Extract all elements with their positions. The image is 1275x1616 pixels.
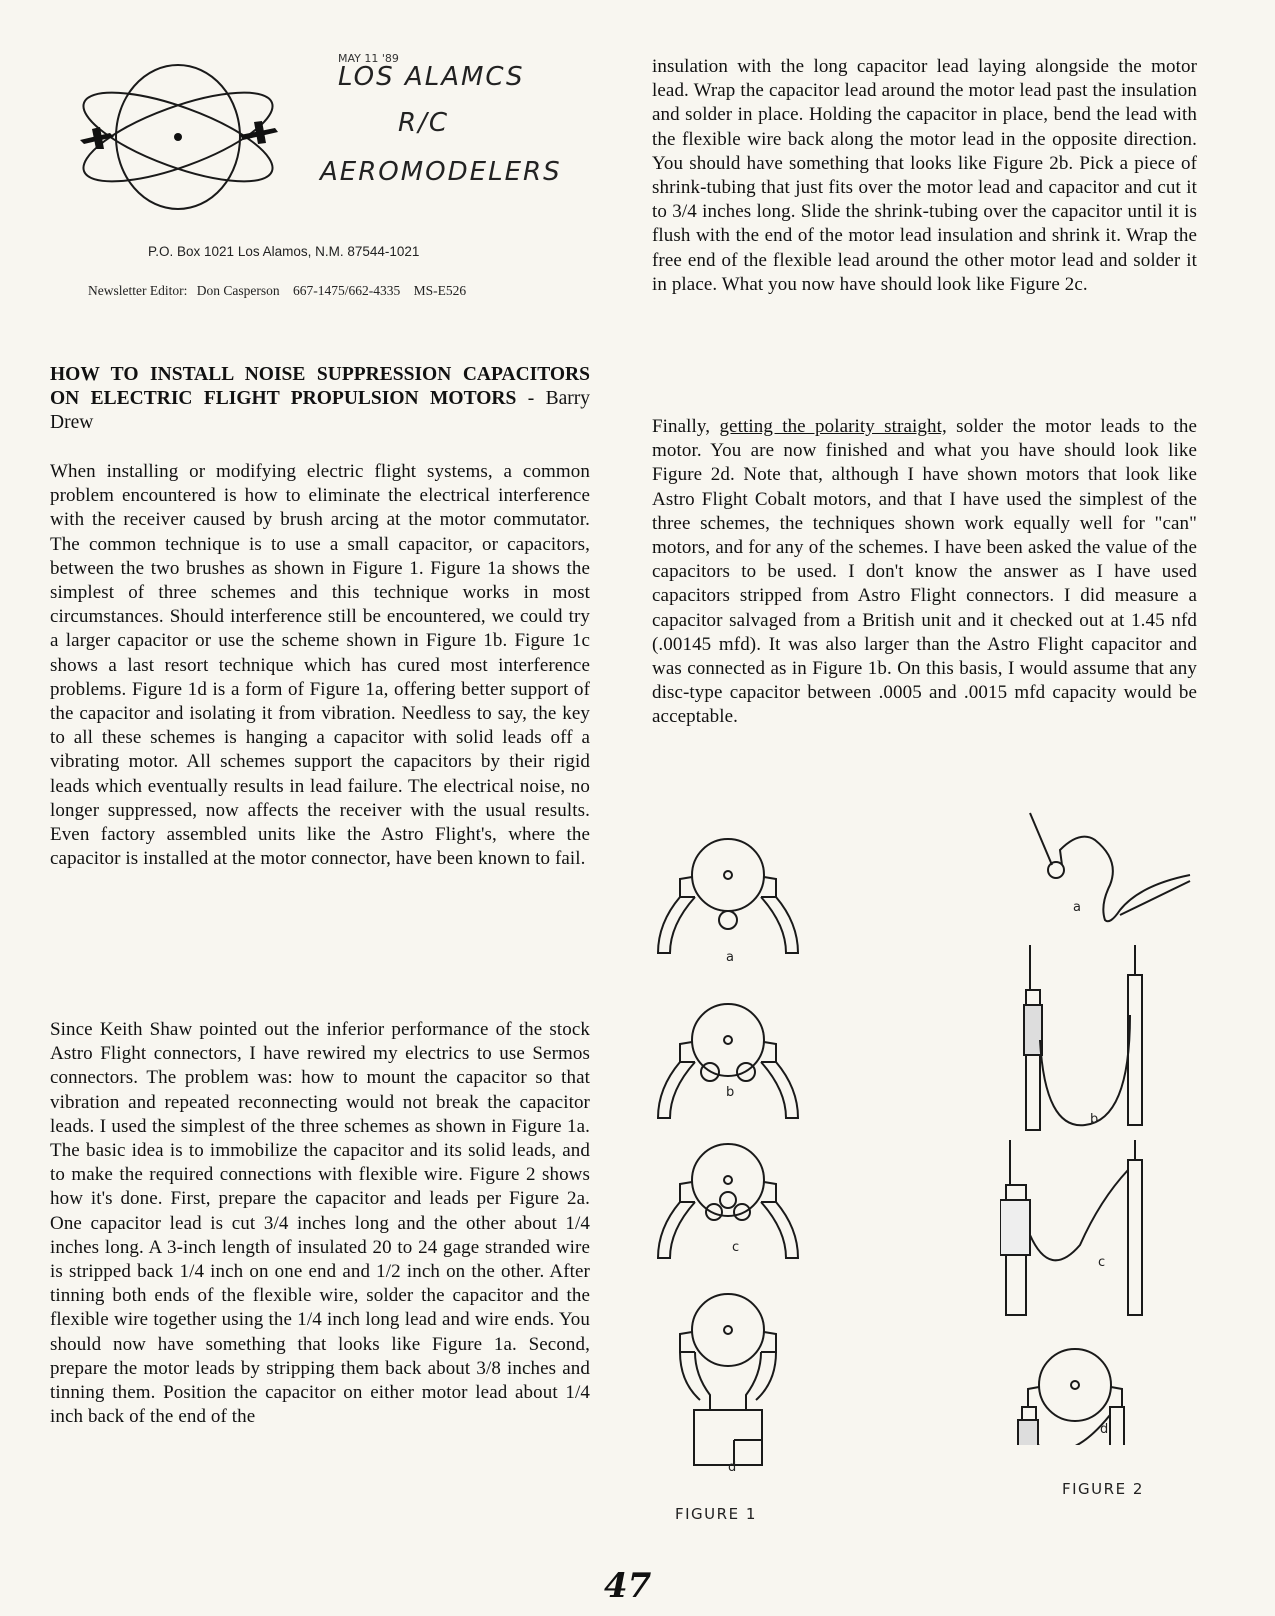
editor-name: Don Casperson	[196, 283, 280, 298]
fig1c-label: c	[732, 1240, 740, 1255]
atom-nucleus	[174, 133, 182, 141]
airplane-right-icon	[240, 121, 278, 144]
fig1d-motor	[680, 1294, 776, 1465]
fig2a-label: a	[1073, 900, 1081, 915]
fig1c-motor	[658, 1144, 798, 1258]
figure-1-drawing	[650, 835, 810, 1475]
p4-post: solder the motor leads to the motor. You are now finished and what you have should look like Figure 2d. Note that, although I have shown motors that look like Astro Flight Cobalt motors, and that I have used the simplest of the three schemes, the techniques shown work equally well for "can" motors, and for any of the schemes. I have been asked the value of the capacitors to be used. I don't know the answer as I have used capacitors stripped from Astro Flight connectors. I did measure a capacitor salvaged from a British unit and it checked out at 1.45 nfd (.00145 mfd). It was also larger than the Astro Flight capacitor and was connected as in Figure 1b. On this basis, I would assume that any disc-type capacitor between .0005 and .0015 mfd capacity would be acceptable.	[652, 416, 1197, 728]
p4-pre: Finally,	[652, 416, 711, 437]
fig1d-label: d	[728, 1460, 737, 1475]
fig2c-leads	[1000, 1140, 1142, 1315]
club-name-line2: R/C	[398, 108, 449, 138]
editor-phone: 667-1475/662-4335	[292, 283, 401, 298]
fig1a-motor	[658, 839, 798, 953]
paragraph-1: When installing or modifying electric flight systems, a common problem encountered is how to eliminate the electrical interference with the receiver caused by brush arcing at the motor commutator. The common technique is to use a small capacitor, or capacitors, between the two brushes as shown in Figure 1. Figure 1a shows the simplest of three schemes and this technique works in most circumstances. Should interference still be encountered, we could try a larger capacitor or use the scheme shown in Figure 1b. Figure 1c shows a last resort technique which has cured most interference problems. Figure 1d is a form of Figure 1a, offering better support of the capacitor and isolating it from vibration. Needless to say, the key to all these schemes is hanging a capacitor with solid leads off a vibrating motor. All schemes support the capacitors by their rigid leads which eventually results in lead failure. The electrical noise, no longer suppressed, now affects the receiver with the usual results. Even factory assembled units like the Astro Flight's, where the capacitor is installed at the motor connector, have been known to fail.	[50, 461, 590, 870]
fig2b-leads	[1024, 945, 1142, 1130]
fig2c-label: c	[1098, 1255, 1106, 1270]
club-logo	[70, 45, 310, 225]
article-author: - Barry Drew	[50, 388, 590, 433]
article-title-text: HOW TO INSTALL NOISE SUPPRESSION CAPACITORS ON ELECTRIC FLIGHT PROPULSION MOTORS	[50, 364, 590, 409]
figure-1-title: FIGURE 1	[675, 1505, 757, 1523]
figure-2-drawing	[1000, 805, 1210, 1445]
p4-underlined: getting the polarity straight,	[719, 416, 947, 437]
page-number: 47	[604, 1566, 652, 1606]
date-stamp: MAY 11 '89	[338, 52, 399, 65]
club-address: P.O. Box 1021 Los Alamos, N.M. 87544-1021	[148, 244, 420, 259]
fig2b-label: b	[1090, 1112, 1099, 1127]
fig1b-motor	[658, 1004, 798, 1118]
fig1b-label: b	[726, 1085, 735, 1100]
editor-label: Newsletter Editor:	[88, 283, 188, 298]
editor-line	[88, 283, 466, 299]
club-name-line3: AEROMODELERS	[320, 157, 562, 187]
club-name-line1: LOS ALAMCS	[338, 62, 525, 92]
fig1a-label: a	[726, 950, 734, 965]
paragraph-4	[652, 415, 1197, 730]
editor-ms: MS-E526	[413, 283, 467, 298]
fig2a-capacitor	[1030, 813, 1190, 921]
fig2d-label: d	[1100, 1422, 1109, 1437]
paragraph-3: insulation with the long capacitor lead laying alongside the motor lead. Wrap the capacitor lead around the motor lead past the insulation and solder in place. Holding the capacitor in place, bend the lead with the flexible wire back along the motor lead in the opposite direction. You should have something that looks like Figure 2b. Pick a piece of shrink-tubing that just fits over the motor lead and capacitor and cut it to 3/4 inches long. Slide the shrink-tubing over the capacitor until it is flush with the end of the motor lead insulation and shrink it. Wrap the free end of the flexible lead around the other motor lead and solder it in place. What you now have should look like Figure 2c.	[652, 56, 1197, 295]
article-title	[50, 363, 590, 435]
airplane-left-icon	[80, 127, 114, 149]
paragraph-2: Since Keith Shaw pointed out the inferior performance of the stock Astro Flight connectors, I have rewired my electrics to use Sermos connectors. The problem was: how to mount the capacitor so that vibration and repeated reconnecting would not break the capacitor leads. I used the simplest of the three schemes as shown in Figure 1a. The basic idea is to immobilize the capacitor and its solid leads, and to make the required connections with flexible wire. Figure 2 shows how it's done. First, prepare the capacitor and leads per Figure 2a. One capacitor lead is cut 3/4 inches long and the other about 1/4 inches long. A 3-inch length of insulated 20 to 24 gage stranded wire is stripped back 1/4 inch on one end and 1/2 inch on the other. After tinning both ends of the flexible wire, solder the capacitor and the flexible wire together using the 1/4 inch long lead and wire ends. You should now have something that looks like Figure 1a. Second, prepare the motor leads by stripping them back about 3/8 inches and tinning them. Position the capacitor on either motor lead about 1/4 inch back of the end of the	[50, 1019, 590, 1428]
figure-2-title: FIGURE 2	[1062, 1480, 1144, 1498]
